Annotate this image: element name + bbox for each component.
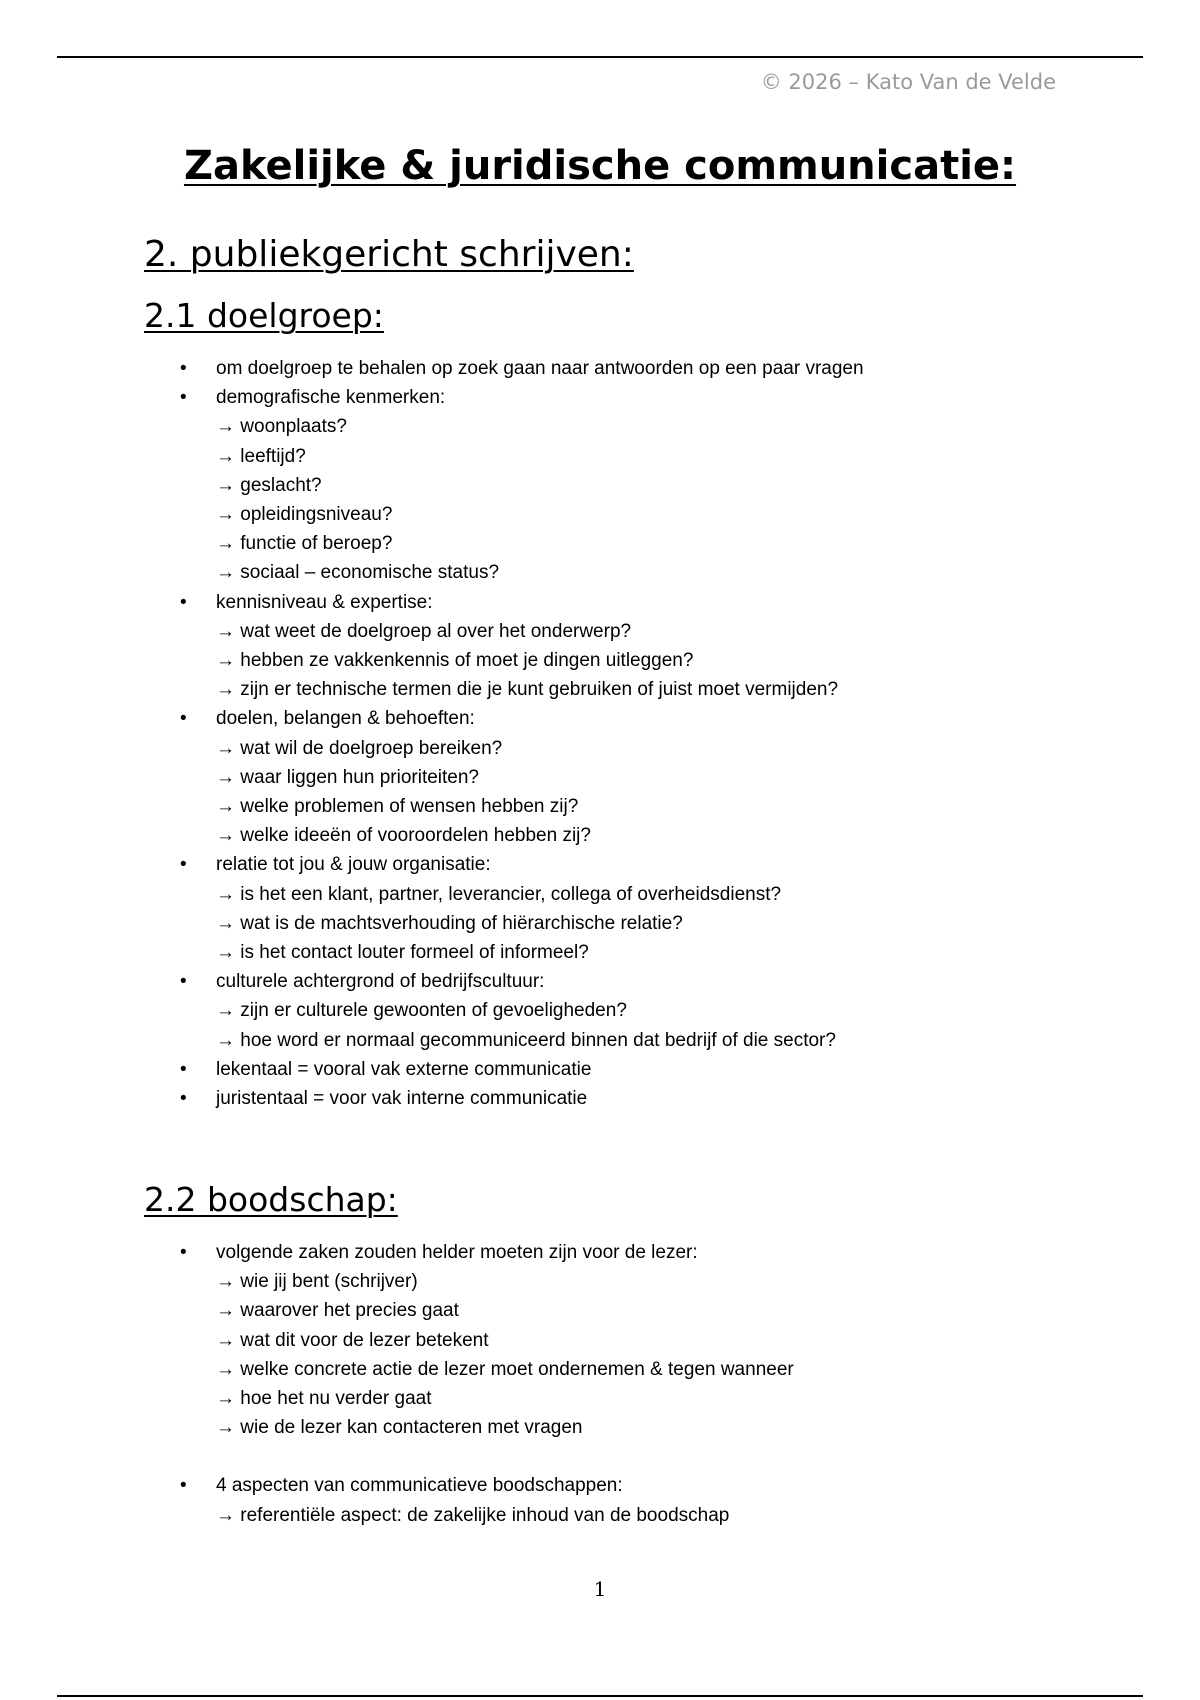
copyright-notice: © 2026 – Kato Van de Velde [760,70,1056,94]
sub-point: → hoe word er normaal gecommuniceerd binnen dat bedrijf of die sector? [216,1029,836,1051]
bullet-icon: • [180,1475,187,1497]
sub-point: → wie de lezer kan contacteren met vragen [216,1417,583,1439]
bullet-icon: • [180,708,187,730]
sub-point: → is het een klant, partner, leverancier, collega of overheidsdienst? [216,883,782,905]
doelgroep-list [0,354,864,1113]
bullet-icon: • [180,854,187,876]
section-heading-boodschap: 2.2 boodschap: [144,1180,398,1219]
list-item-text: 4 aspecten van communicatieve boodschappen: [216,1475,623,1497]
sub-point: → wat wil de doelgroep bereiken? [216,737,503,759]
sub-point: → sociaal – economische status? [216,562,500,584]
list-item [0,1238,794,1442]
sub-point: → zijn er technische termen die je kunt gebruiken of juist moet vermijden? [216,679,839,701]
sub-point: → welke problemen of wensen hebben zij? [216,796,579,818]
sub-point: → geslacht? [216,474,322,496]
bullet-icon: • [180,1088,187,1110]
list-item-text: lekentaal = vooral vak externe communicatie [216,1058,592,1080]
sub-point: → is het contact louter formeel of informeel? [216,942,589,964]
sub-point: → zijn er culturele gewoonten of gevoeligheden? [216,1000,627,1022]
list-item [0,1471,794,1529]
page-number: 1 [593,1577,607,1601]
sub-point: → welke concrete actie de lezer moet ondernemen & tegen wanneer [216,1358,794,1380]
sub-point: → woonplaats? [216,416,347,438]
list-item [0,383,864,587]
document-title [0,142,1200,190]
sub-point: → waar liggen hun prioriteiten? [216,766,479,788]
boodschap-list [0,1238,794,1530]
document-title-text: Zakelijke & juridische communicatie: [183,143,1017,189]
list-item [0,704,864,850]
sub-point: → wat is de machtsverhouding of hiërarchische relatie? [216,912,683,934]
section-heading-doelgroep: 2.1 doelgroep: [144,296,384,335]
list-item-text: om doelgroep te behalen op zoek gaan naar antwoorden op een paar vragen [216,358,864,379]
bullet-icon: • [180,591,187,613]
bullet-icon: • [180,1242,187,1263]
sub-point: → wie jij bent (schrijver) [216,1271,418,1293]
bullet-icon: • [180,358,187,379]
footer-rule [57,1695,1143,1697]
sub-point: → leeftijd? [216,445,306,467]
sub-point: → welke ideeën of vooroordelen hebben zij? [216,825,591,847]
sub-point: → wat dit voor de lezer betekent [216,1329,489,1351]
header-rule [57,56,1143,58]
list-item-text: kennisniveau & expertise: [216,591,433,613]
list-item [0,354,864,383]
list-item-text: doelen, belangen & behoeften: [216,708,475,730]
list-item-text: juristentaal = voor vak interne communicatie [216,1088,588,1110]
bullet-icon: • [180,1058,187,1080]
bullet-icon: • [180,971,187,993]
sub-point: → functie of beroep? [216,533,393,555]
list-item-text: relatie tot jou & jouw organisatie: [216,854,491,876]
list-item-text: demografische kenmerken: [216,387,446,409]
chapter-heading: 2. publiekgericht schrijven: [144,234,634,275]
list-item-text: culturele achtergrond of bedrijfscultuur: [216,971,545,993]
sub-point: → waarover het precies gaat [216,1300,459,1322]
list-item-text: volgende zaken zouden helder moeten zijn voor de lezer: [216,1242,698,1263]
list-item [0,588,864,705]
sub-point: → referentiële aspect: de zakelijke inhoud van de boodschap [216,1504,730,1526]
list-item [0,1055,864,1084]
bullet-icon: • [180,387,187,409]
sub-point: → hoe het nu verder gaat [216,1388,432,1410]
list-item [0,1084,864,1113]
sub-point: → opleidingsniveau? [216,504,393,526]
list-item [0,850,864,967]
sub-point: → wat weet de doelgroep al over het onderwerp? [216,620,632,642]
sub-point: → hebben ze vakkenkennis of moet je dingen uitleggen? [216,650,694,672]
list-item [0,967,864,1055]
